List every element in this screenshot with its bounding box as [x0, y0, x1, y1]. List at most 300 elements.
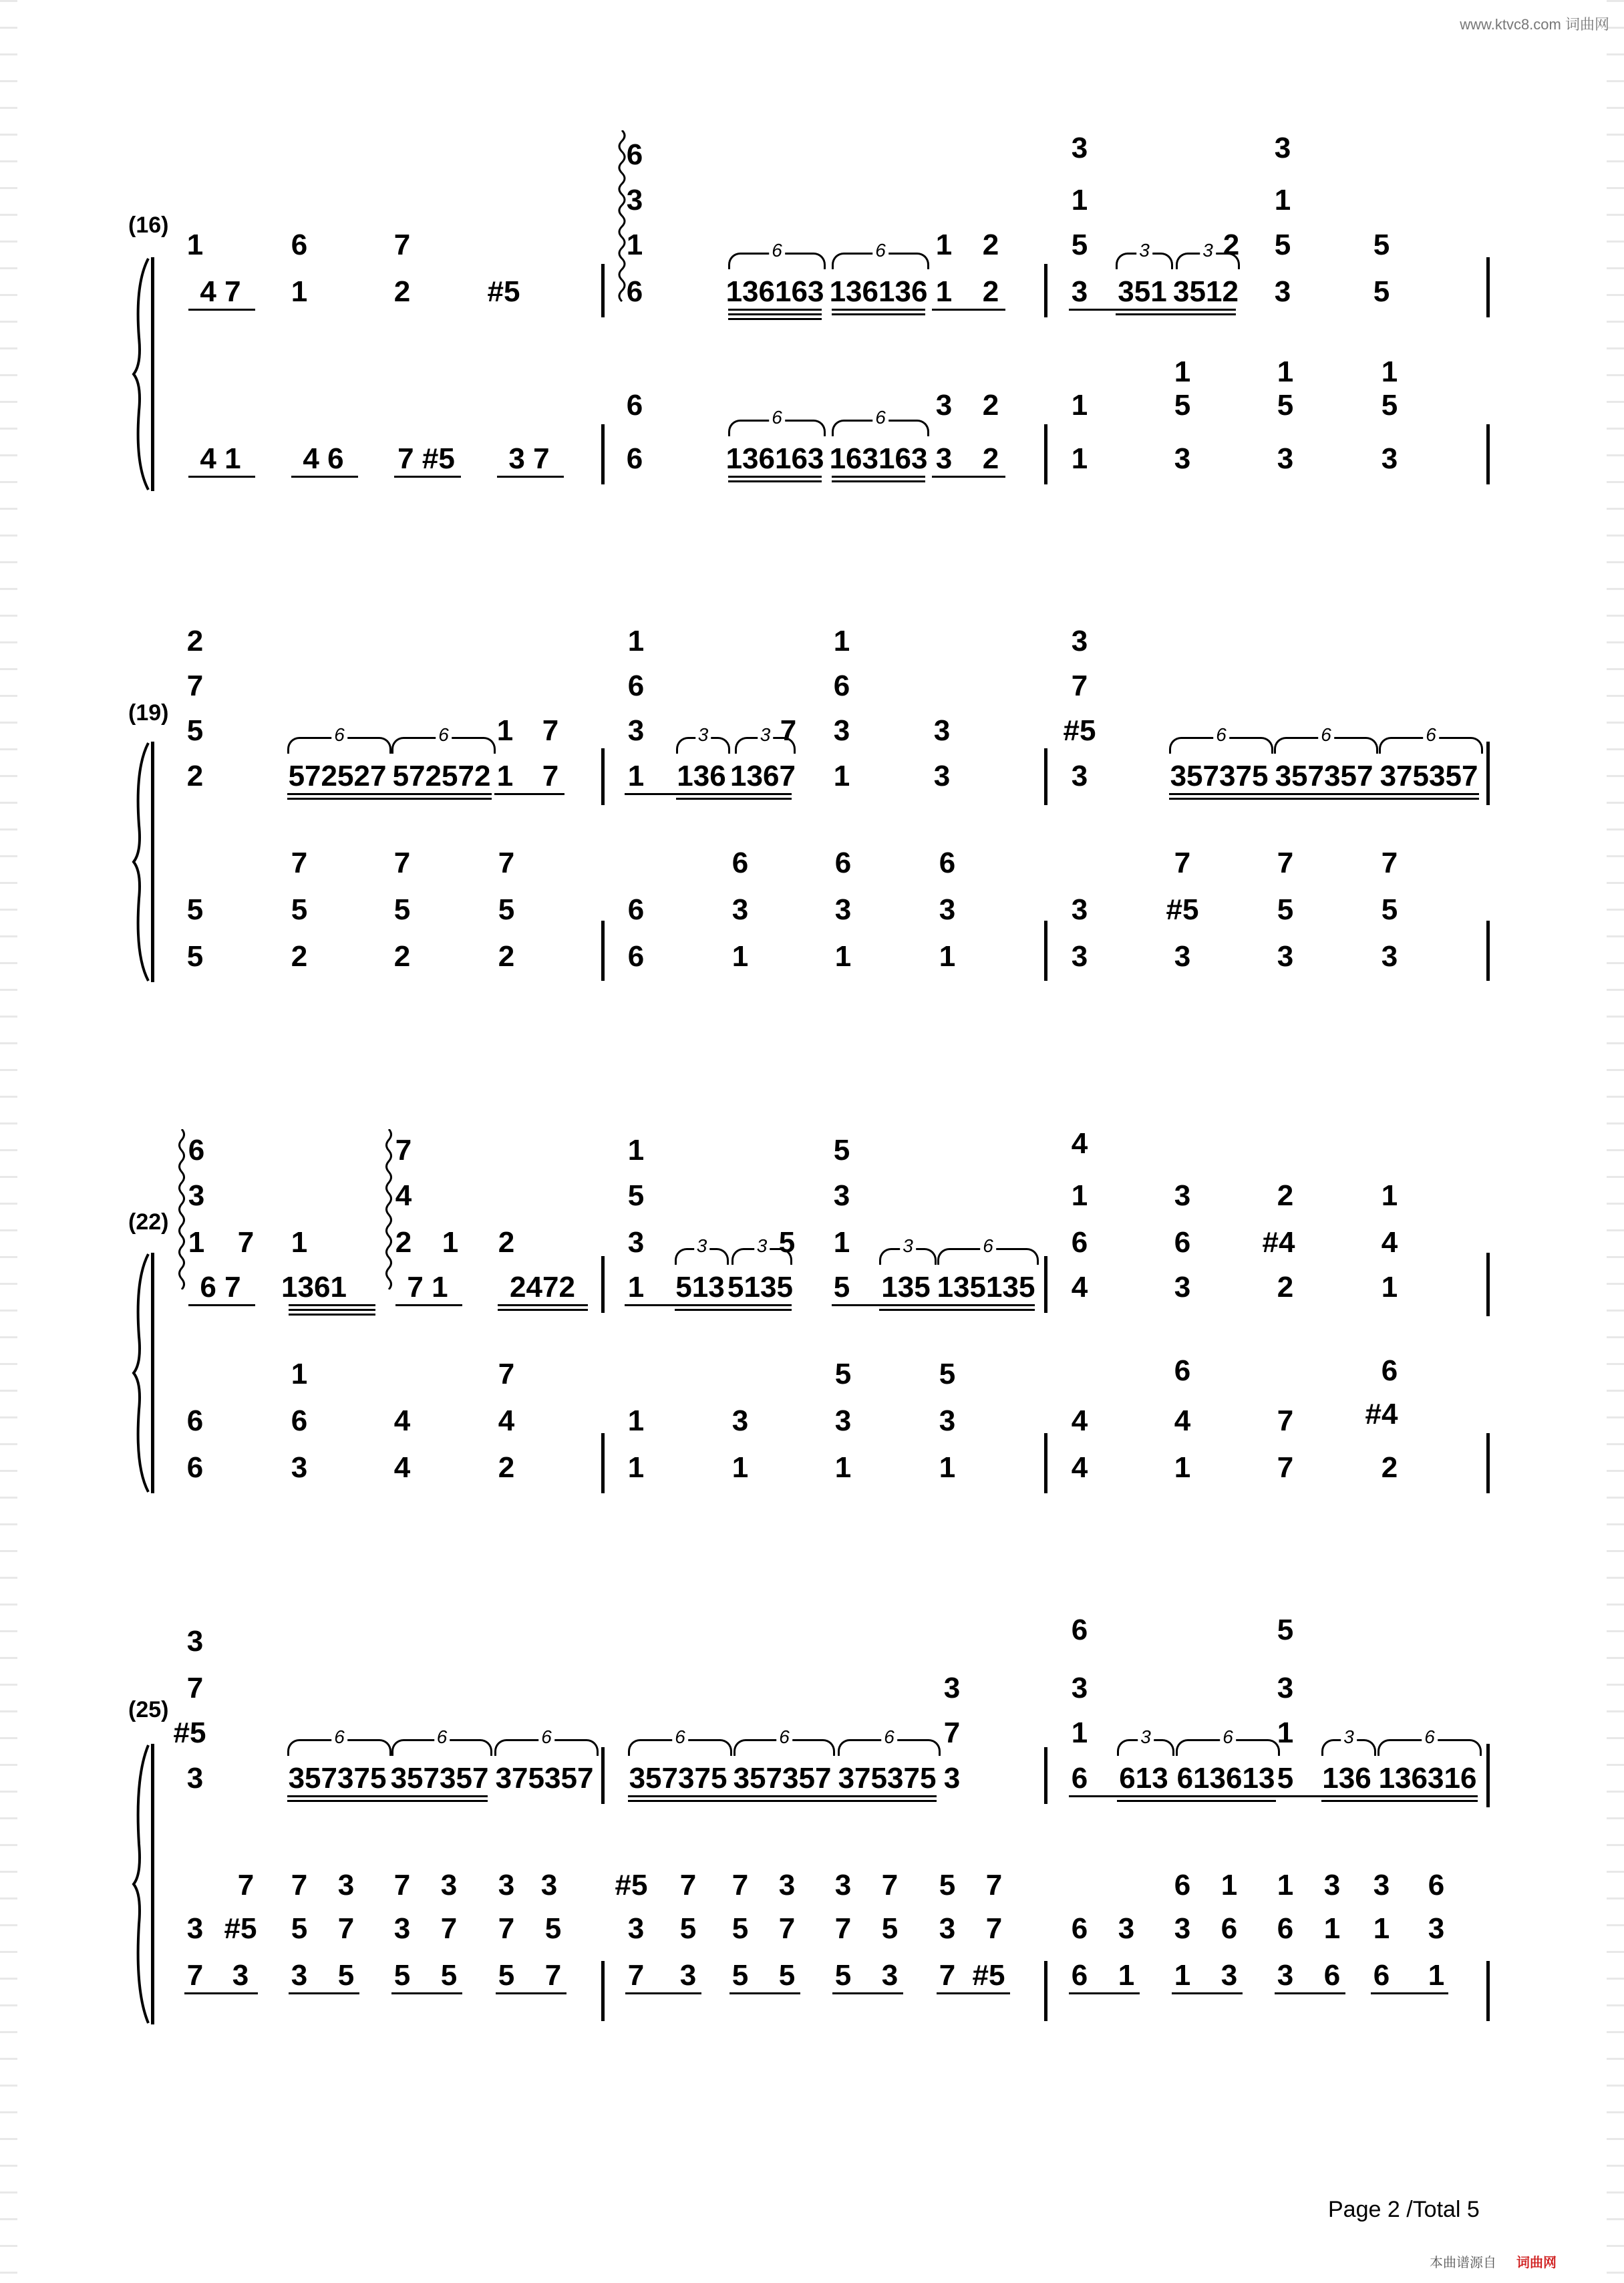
melody-run: 375375: [838, 1762, 937, 1795]
beam-underline: [1321, 1800, 1478, 1802]
melody-note: 2: [393, 275, 411, 308]
beam-underline: [879, 1309, 1035, 1311]
melody-note: 1: [442, 1226, 459, 1259]
bass-chord-note: 2: [982, 389, 999, 422]
beam-underline: [394, 476, 461, 478]
bass-note: 4: [1071, 1451, 1088, 1484]
melody-note: 5: [1373, 275, 1390, 308]
beam-underline: [188, 1304, 255, 1306]
sextuplet-bracket: 6: [391, 737, 496, 754]
melody-note: 5: [1277, 1762, 1294, 1795]
melody-note: 2: [982, 275, 999, 308]
bass-note: 7: [985, 1869, 1003, 1901]
bass-note: 3: [1428, 1912, 1445, 1945]
beam-underline: [728, 318, 822, 320]
chord-note: 6: [1174, 1226, 1191, 1259]
bass-note: 3: [834, 1869, 852, 1901]
bass-note: 7: [186, 1959, 204, 1992]
bass-note: 3: [186, 1912, 204, 1945]
chord-note: 1: [188, 1226, 205, 1259]
melody-run: 357375: [1170, 760, 1269, 792]
bass-note: 5: [440, 1959, 458, 1992]
measure-number: (19): [128, 700, 169, 726]
bass-note: 1: [627, 1451, 645, 1484]
chord-note: 6: [626, 138, 643, 171]
chord-note: 1: [1381, 1179, 1398, 1212]
melody-run: 2472: [510, 1271, 575, 1304]
bass-chord-note: 6: [291, 1404, 308, 1437]
melody-note: 2: [982, 229, 999, 261]
bass-note: 3: [393, 1912, 411, 1945]
grand-staff-brace: [131, 1744, 151, 2024]
beam-underline: [1117, 1800, 1276, 1802]
bass-note: 6: [186, 1451, 204, 1484]
bass-chord-note: 6: [1381, 1354, 1398, 1387]
melody-run: 375357: [495, 1762, 594, 1795]
page-number: Page 2 /Total 5: [1328, 2197, 1480, 2222]
beam-underline: [832, 476, 925, 478]
beam-underline: [1116, 313, 1236, 315]
bass-note: 1: [732, 940, 749, 973]
beam-underline: [932, 309, 1005, 311]
barline: [151, 1253, 154, 1493]
bass-note: 1: [1277, 1869, 1294, 1901]
chord-note: 1: [1071, 1716, 1088, 1749]
melody-note: 3: [1071, 275, 1088, 308]
melody-run: 3512: [1173, 275, 1239, 308]
melody-note: 6 7: [200, 1271, 241, 1304]
chord-note: 3: [933, 714, 951, 747]
measure-number: (25): [128, 1697, 169, 1722]
chord-note: 1: [627, 1134, 645, 1167]
bass-chord-note: 7: [498, 847, 515, 879]
beam-underline: [184, 1992, 258, 1994]
barline: [1044, 1961, 1047, 2021]
beam-underline: [628, 1800, 937, 1802]
sextuplet-bracket: 6: [1379, 737, 1483, 754]
melody-note: 6: [291, 229, 308, 261]
beam-underline: [289, 1314, 375, 1316]
bass-chord-note: 4: [498, 1404, 515, 1437]
melody-note: 5: [778, 1226, 796, 1259]
melody-run: 357375: [288, 1762, 387, 1795]
triplet-bracket: 3: [675, 1248, 729, 1265]
beam-underline: [1169, 798, 1479, 800]
chord-note: 3: [627, 1226, 645, 1259]
bass-note: 2: [393, 940, 411, 973]
bass-note: 3: [1277, 442, 1294, 475]
melody-note: 1: [496, 760, 514, 792]
triplet-bracket: 3: [732, 1248, 792, 1265]
sextuplet-bracket: 6: [1176, 1739, 1280, 1756]
bass-note: 5: [186, 940, 204, 973]
bass-chord-note: 3: [834, 1404, 852, 1437]
chord-note: 1: [833, 625, 850, 657]
bass-note: 6: [1323, 1959, 1341, 1992]
chord-note: 1: [627, 625, 645, 657]
melody-run: 357375: [629, 1762, 727, 1795]
beam-underline: [1069, 1992, 1140, 1994]
bass-note: 7: [939, 1959, 956, 1992]
chord-note: 2: [1277, 1179, 1294, 1212]
bass-note: 3: [498, 1869, 515, 1901]
bass-note: 3: [939, 1912, 956, 1945]
barline: [1044, 424, 1047, 484]
melody-note: 3: [933, 760, 951, 792]
bass-chord-note: 3: [939, 1404, 956, 1437]
barline: [601, 1256, 605, 1313]
bass-note: 7: [544, 1959, 562, 1992]
bass-chord-note: #4: [1365, 1398, 1398, 1430]
sextuplet-bracket: 6: [391, 1739, 492, 1756]
beam-underline: [498, 1304, 588, 1306]
bass-chord-note: 4: [393, 1404, 411, 1437]
barline: [1486, 742, 1490, 805]
bass-note: 3: [627, 1912, 645, 1945]
bass-chord-note: 5: [834, 1358, 852, 1390]
bass-note: 1: [1221, 1869, 1238, 1901]
bass-chord-note: 7: [393, 847, 411, 879]
bass-chord-note: 7: [1277, 1404, 1294, 1437]
bass-note: 6: [1071, 1912, 1088, 1945]
triplet-bracket: 3: [1117, 1739, 1174, 1756]
beam-underline: [1172, 1992, 1243, 1994]
bass-note: 6: [1071, 1959, 1088, 1992]
beam-underline: [289, 1304, 375, 1306]
triplet-bracket: 3: [735, 737, 796, 754]
bass-chord-note: 5: [1381, 893, 1398, 926]
bass-run: 163163: [829, 442, 928, 475]
bass-note: 3: [1381, 442, 1398, 475]
triplet-bracket: 3: [879, 1248, 937, 1265]
sextuplet-bracket: 6: [287, 737, 391, 754]
bass-note: 3: [1381, 940, 1398, 973]
barline: [601, 1433, 605, 1493]
beam-underline: [497, 476, 564, 478]
bass-note: 7: [291, 1869, 308, 1901]
chord-note: 5: [627, 1179, 645, 1212]
melody-run: 357357: [390, 1762, 489, 1795]
bass-note: 6: [1277, 1912, 1294, 1945]
bass-chord-note: 1: [1071, 389, 1088, 422]
chord-note: 3: [1071, 1672, 1088, 1704]
triplet-bracket: 3: [1176, 253, 1240, 269]
beam-underline: [937, 1992, 1010, 1994]
bass-note: 1: [1071, 442, 1088, 475]
beam-underline: [496, 1992, 566, 1994]
bass-note: 5: [337, 1959, 355, 1992]
beam-underline: [498, 1309, 588, 1311]
melody-run: 572527: [288, 760, 387, 792]
melody-note: #5: [487, 275, 520, 308]
bass-chord-note: 5: [1174, 389, 1191, 422]
bass-note: 3: [1174, 940, 1191, 973]
bass-note: 3: [1174, 1912, 1191, 1945]
bass-note: 5: [778, 1959, 796, 1992]
chord-note: 1: [1071, 184, 1088, 216]
chord-note: 3: [1174, 1179, 1191, 1212]
bass-chord-note: 6: [186, 1404, 204, 1437]
bass-note: 3: [232, 1959, 249, 1992]
bass-note: 3: [1277, 940, 1294, 973]
beam-underline: [289, 1992, 359, 1994]
melody-note: 4 7: [200, 275, 241, 308]
beam-underline: [625, 1992, 701, 1994]
bass-chord-note: 4: [1071, 1404, 1088, 1437]
bass-chord-note: 3: [1071, 893, 1088, 926]
beam-underline: [628, 1795, 937, 1797]
chord-note: 1: [833, 1226, 850, 1259]
beam-underline: [625, 1304, 792, 1306]
bass-note: 7: [237, 1869, 255, 1901]
beam-underline: [729, 1992, 800, 1994]
melody-run: 351: [1118, 275, 1167, 308]
melody-note: 7: [237, 1226, 255, 1259]
barline: [151, 257, 154, 491]
bass-note: 5: [881, 1912, 899, 1945]
bass-note: 5: [732, 1912, 749, 1945]
barline: [1486, 1744, 1490, 1807]
melody-run: 357357: [733, 1762, 832, 1795]
melody-note: 1: [291, 275, 308, 308]
beam-underline: [287, 798, 492, 800]
bass-chord-note: 5: [1381, 389, 1398, 422]
sextuplet-bracket: 6: [287, 1739, 391, 1756]
bass-chord-note: 7: [291, 847, 308, 879]
bass-note: 1: [1373, 1912, 1390, 1945]
right-margin-strip: [1607, 0, 1624, 2283]
chord-note: 5: [1071, 229, 1088, 261]
bass-note: #5: [972, 1959, 1005, 1992]
bass-note: 7: [834, 1912, 852, 1945]
melody-note: 1: [935, 275, 953, 308]
melody-note: 2: [186, 760, 204, 792]
melody-note: 2: [498, 1226, 515, 1259]
bass-chord-note: 5: [291, 893, 308, 926]
bass-note: 7: [440, 1912, 458, 1945]
sextuplet-bracket: 6: [728, 420, 826, 436]
chord-note: 6: [188, 1134, 205, 1167]
beam-underline: [391, 1992, 462, 1994]
bass-note: 7: [778, 1912, 796, 1945]
barline: [1044, 1433, 1047, 1493]
melody-note: 3: [1071, 760, 1088, 792]
bass-chord-note: 1: [627, 1404, 645, 1437]
bass-note: 6: [1221, 1912, 1238, 1945]
bass-note: 7: [679, 1869, 697, 1901]
bass-note: 7: [732, 1869, 749, 1901]
beam-underline: [291, 476, 358, 478]
melody-run: 1367: [730, 760, 796, 792]
bass-note: 5: [939, 1869, 956, 1901]
bass-note: 3: [337, 1869, 355, 1901]
beam-underline: [1371, 1992, 1448, 1994]
bass-chord-note: 3: [935, 389, 953, 422]
chord-note: 1: [1071, 1179, 1088, 1212]
grand-staff-brace: [131, 257, 151, 491]
melody-note: 7: [542, 714, 559, 747]
beam-underline: [728, 480, 822, 482]
beam-underline: [1069, 1795, 1276, 1797]
chord-note: 3: [943, 1672, 961, 1704]
bass-chord-note: 6: [939, 847, 956, 879]
melody-note: 4: [1071, 1271, 1088, 1304]
bass-note: 1: [834, 940, 852, 973]
beam-underline: [287, 1795, 488, 1797]
barline: [151, 1744, 154, 2024]
bass-note: #5: [615, 1869, 648, 1901]
bass-note: 7: [498, 1912, 515, 1945]
chord-note: 4: [395, 1179, 412, 1212]
bass-chord-note: 6: [732, 847, 749, 879]
chord-note: 7: [395, 1134, 412, 1167]
beam-underline: [676, 798, 792, 800]
beam-underline: [932, 476, 1005, 478]
bass-note: 1: [1323, 1912, 1341, 1945]
chord-note: 6: [627, 669, 645, 702]
bass-note: 1: [1174, 1959, 1191, 1992]
beam-underline: [289, 1309, 375, 1311]
chord-note: 1: [626, 229, 643, 261]
melody-note: 1: [833, 760, 850, 792]
melody-note: 1: [935, 229, 953, 261]
beam-underline: [494, 793, 564, 795]
bass-note: 7: [1277, 1451, 1294, 1484]
barline: [601, 424, 605, 484]
melody-run: 613613: [1176, 1762, 1275, 1795]
chord-note: 3: [1274, 132, 1291, 164]
chord-note: 3: [626, 184, 643, 216]
bass-note: 5: [732, 1959, 749, 1992]
melody-run: 135135: [937, 1271, 1035, 1304]
barline: [1486, 424, 1490, 484]
melody-note: 3: [1274, 275, 1291, 308]
bass-note: 5: [544, 1912, 562, 1945]
bass-note: 2: [1381, 1451, 1398, 1484]
bass-note: 3: [1221, 1959, 1238, 1992]
sextuplet-bracket: 6: [494, 1739, 599, 1756]
barline: [1486, 1253, 1490, 1316]
bass-chord-note: 1: [1174, 355, 1191, 388]
sextuplet-bracket: 6: [734, 1739, 835, 1756]
barline: [601, 748, 605, 805]
bass-note: 4 1: [200, 442, 241, 475]
bass-chord-note: 6: [1174, 1354, 1191, 1387]
chord-note: 6: [626, 275, 643, 308]
melody-note: 2: [1277, 1271, 1294, 1304]
chord-note: 1: [1274, 184, 1291, 216]
site-url: www.ktvc8.com 词曲网: [1460, 16, 1609, 33]
melody-run: 1361: [281, 1271, 347, 1304]
bass-chord-note: 6: [626, 389, 643, 422]
beam-underline: [728, 476, 822, 478]
bass-note: 3: [1071, 940, 1088, 973]
melody-run: 136: [1322, 1762, 1371, 1795]
bass-chord-note: 5: [498, 893, 515, 926]
melody-note: 2: [1223, 229, 1240, 261]
bass-note: 5: [393, 1959, 411, 1992]
chord-note: 4: [1381, 1226, 1398, 1259]
bass-chord-note: 5: [1277, 389, 1294, 422]
chord-note: 1: [1277, 1716, 1294, 1749]
barline: [1486, 1961, 1490, 2021]
melody-run: 136316: [1378, 1762, 1477, 1795]
bass-run: 136163: [725, 442, 824, 475]
beam-underline: [832, 309, 925, 311]
bass-chord-note: 3: [732, 1404, 749, 1437]
arpeggio-mark: [382, 1129, 395, 1289]
bass-note: 2: [982, 442, 999, 475]
bass-chord-note: 7: [1381, 847, 1398, 879]
beam-underline: [188, 476, 255, 478]
barline: [601, 1747, 605, 1804]
bass-chord-note: 6: [834, 847, 852, 879]
melody-note: 6: [1071, 1762, 1088, 1795]
melody-note: 3: [1174, 1271, 1191, 1304]
bass-chord-note: 5: [1277, 893, 1294, 926]
beam-underline: [675, 1309, 792, 1311]
chord-note: #5: [173, 1716, 206, 1749]
melody-note: 1: [627, 1271, 645, 1304]
melody-note: 1: [627, 760, 645, 792]
melody-note: 3: [943, 1762, 961, 1795]
bass-note: 6: [627, 940, 645, 973]
chord-note: 5: [1373, 229, 1390, 261]
beam-underline: [832, 1992, 903, 1994]
bass-note: 7: [393, 1869, 411, 1901]
melody-note: 3: [186, 1762, 204, 1795]
barline: [1044, 748, 1047, 805]
beam-underline: [287, 793, 492, 795]
chord-note: 2: [186, 625, 204, 657]
chord-note: 3: [627, 714, 645, 747]
bass-note: 6: [1373, 1959, 1390, 1992]
left-margin-strip: [0, 0, 17, 2283]
measure-number: (16): [128, 212, 169, 238]
chord-note: 7: [1071, 669, 1088, 702]
triplet-bracket: 3: [1321, 1739, 1376, 1756]
bass-chord-note: 6: [627, 893, 645, 926]
bass-note: 6: [1174, 1869, 1191, 1901]
barline: [1044, 264, 1047, 317]
bass-chord-note: 5: [393, 893, 411, 926]
barline: [1044, 921, 1047, 981]
measure-number: (22): [128, 1209, 169, 1235]
triplet-bracket: 3: [1116, 253, 1173, 269]
melody-run: 135: [881, 1271, 931, 1304]
melody-run: 613: [1119, 1762, 1168, 1795]
bass-note: 6: [1428, 1869, 1445, 1901]
bass-chord-note: 5: [186, 893, 204, 926]
sextuplet-bracket: 6: [838, 1739, 941, 1756]
melody-note: 7: [780, 714, 797, 747]
chord-note: 6: [1071, 1614, 1088, 1646]
bass-note: 7 #5: [397, 442, 455, 475]
bass-note: 3: [935, 442, 953, 475]
bass-note: 3: [1373, 1869, 1390, 1901]
barline: [1486, 257, 1490, 317]
barline: [1044, 1256, 1047, 1313]
beam-underline: [188, 309, 255, 311]
chord-note: 6: [833, 669, 850, 702]
bass-note: 3: [1277, 1959, 1294, 1992]
bass-chord-note: 1: [291, 1358, 308, 1390]
chord-note: 3: [188, 1179, 205, 1212]
barline: [1486, 921, 1490, 981]
bass-note: 1: [1118, 1959, 1135, 1992]
bass-note: 3: [679, 1959, 697, 1992]
bass-note: 3: [291, 1451, 308, 1484]
